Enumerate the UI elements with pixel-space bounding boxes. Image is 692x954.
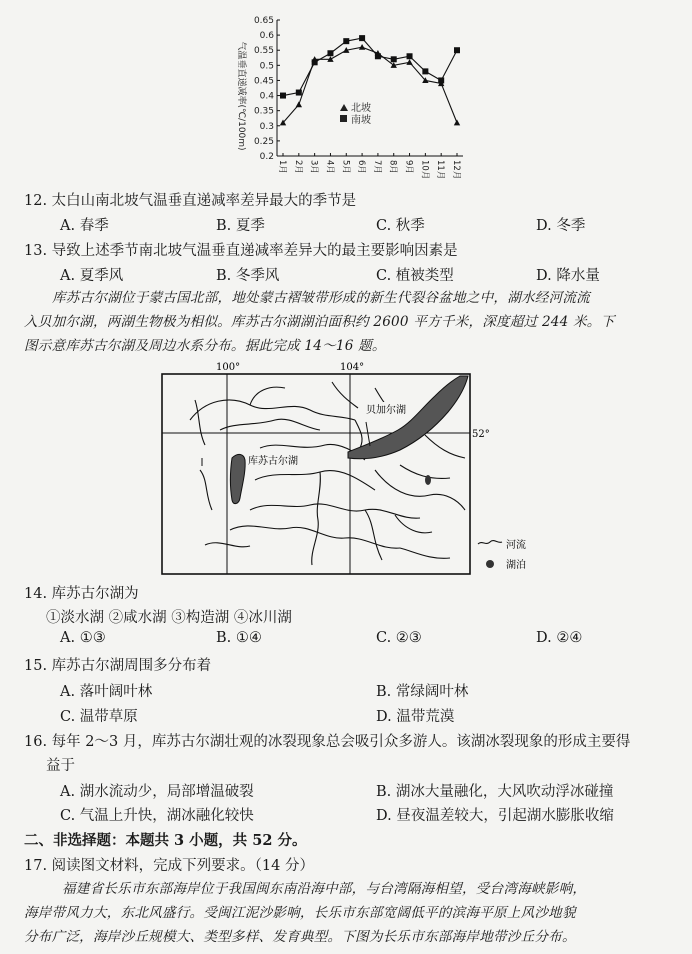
map-svg	[160, 360, 530, 580]
legend-lake-label: 湖泊	[506, 560, 526, 571]
q12-option-d[interactable]: D. 冬季	[536, 218, 586, 234]
q16-stem-line2: 益于	[46, 758, 75, 774]
north-slope-point	[359, 44, 365, 50]
khuvsgul-map	[160, 360, 530, 580]
q13-option-c[interactable]: C. 植被类型	[376, 268, 454, 284]
south-slope-point	[343, 38, 349, 44]
y-tick-label: 0.65	[253, 16, 274, 26]
q17-line3: 分布广泛，海岸沙丘规模大、类型多样、发育典型。下图为长乐市东部海岸地带沙丘分布。	[24, 929, 576, 945]
q13-stem: 13. 导致上述季节南北坡气温垂直递减率差异大的最主要影响因素是	[24, 243, 458, 259]
y-tick-label: 0.2	[259, 152, 274, 162]
river	[250, 387, 285, 405]
x-tick-label: 2月	[292, 160, 303, 174]
q16-stem-line1: 16. 每年 2～3 月，库苏古尔湖壮观的冰裂现象总会吸引众多游人。该湖冰裂现象的形成主要得	[24, 734, 631, 750]
north-slope-point	[454, 120, 460, 126]
x-tick-label: 3月	[308, 160, 319, 174]
south-slope-point	[375, 53, 381, 59]
river	[400, 548, 450, 558]
south-slope-point	[327, 50, 333, 56]
y-tick-label: 0.5	[259, 61, 274, 72]
q13-option-d[interactable]: D. 降水量	[536, 268, 600, 284]
q16-option-b[interactable]: B. 湖冰大量融化，大风吹动浮冰碰撞	[376, 784, 614, 800]
river	[365, 510, 382, 560]
river	[200, 470, 212, 510]
x-tick-label: 4月	[324, 160, 335, 174]
river	[250, 504, 420, 518]
q14-option-c[interactable]: C. ②③	[376, 630, 422, 646]
x-tick-label: 9月	[403, 160, 414, 174]
q15-option-a[interactable]: A. 落叶阔叶林	[60, 684, 153, 700]
legend-lake-symbol	[486, 560, 494, 568]
north-slope-point	[296, 101, 302, 107]
y-tick-label: 0.55	[253, 46, 274, 57]
legend-north: 北坡	[351, 103, 371, 114]
passage1-line3: 图示意库苏古尔湖及周边水系分布。据此完成 14～16 题。	[24, 338, 386, 354]
legend-river-label: 河流	[506, 540, 526, 551]
lapse-rate-chart	[225, 8, 475, 180]
q17-line1: 福建省长乐市东部海岸位于我国闽东南沿海中部，与台湾隔海相望，受台湾海峡影响，	[62, 881, 587, 897]
south-slope-point	[312, 59, 318, 65]
south-slope-point	[280, 93, 286, 99]
q16-option-a[interactable]: A. 湖水流动少，局部增温破裂	[60, 784, 254, 800]
q12-option-c[interactable]: C. 秋季	[376, 218, 425, 234]
q13-option-b[interactable]: B. 冬季风	[216, 268, 280, 284]
legend-south: 南坡	[351, 115, 371, 126]
y-tick-label: 0.25	[253, 136, 274, 147]
south-slope-point	[359, 35, 365, 41]
y-tick-label: 0.45	[253, 76, 274, 87]
south-slope-point	[391, 56, 397, 62]
y-tick-label: 0.35	[253, 106, 274, 117]
south-slope-point	[422, 68, 428, 74]
chart-legend	[340, 101, 371, 126]
khuvsgul-label: 库苏古尔湖	[248, 456, 298, 467]
q15-option-d[interactable]: D. 温带荒漠	[376, 709, 455, 725]
x-tick-label: 6月	[356, 160, 367, 174]
north-slope-point	[406, 59, 412, 65]
x-tick-label: 10月	[419, 160, 430, 180]
x-tick-label: 7月	[371, 160, 382, 174]
river	[312, 472, 321, 565]
passage1-line1: 库苏古尔湖位于蒙古国北部，地处蒙古褶皱带形成的新生代裂谷盆地之中，湖水经河流流	[52, 290, 590, 306]
south-slope-point	[454, 47, 460, 53]
y-tick-label: 0.4	[259, 91, 274, 102]
x-tick-label: 12月	[451, 160, 461, 180]
q12-stem: 12. 太白山南北坡气温垂直递减率差异最大的季节是	[24, 193, 357, 209]
south-slope-line	[283, 38, 457, 95]
lat-52-label: 52°	[472, 429, 490, 440]
baikal-lake	[348, 376, 468, 459]
y-tick-label: 0.6	[259, 31, 274, 42]
q16-option-c[interactable]: C. 气温上升快，湖冰融化较快	[60, 808, 254, 824]
section-2-heading: 二、非选择题：本题共 3 小题，共 52 分。	[24, 832, 307, 849]
q17-stem: 17. 阅读图文材料，完成下列要求。（14 分）	[24, 858, 314, 874]
south-slope-point	[407, 53, 413, 59]
y-tick-label: 0.3	[259, 121, 274, 132]
q12-option-a[interactable]: A. 春季	[60, 218, 109, 234]
x-tick-label: 1月	[277, 160, 287, 174]
river	[332, 382, 358, 408]
q13-option-a[interactable]: A. 夏季风	[60, 268, 124, 284]
q15-option-b[interactable]: B. 常绿阔叶林	[376, 684, 469, 700]
lon-100-label: 100°	[216, 362, 241, 373]
q14-option-a[interactable]: A. ①③	[60, 630, 106, 646]
x-tick-label: 11月	[435, 160, 446, 180]
river	[220, 419, 320, 430]
chart-svg	[225, 8, 475, 180]
q15-option-c[interactable]: C. 温带草原	[60, 709, 138, 725]
chart-ylabel: 气温垂直递减率(℃/100m)	[236, 41, 246, 151]
q14-option-d[interactable]: D. ②④	[536, 630, 583, 646]
river	[190, 400, 355, 420]
khuvsgul-lake	[231, 454, 246, 503]
river	[425, 435, 465, 458]
legend-triangle-marker	[340, 104, 348, 111]
river	[400, 465, 450, 478]
q17-line2: 海岸带风力大，东北风盛行。受闽江泥沙影响，长乐市东部宽阔低平的滨海平原上风沙地貌	[24, 905, 576, 921]
south-slope-point	[438, 77, 444, 83]
legend-river-symbol	[478, 541, 502, 544]
q14-option-b[interactable]: B. ①④	[216, 630, 262, 646]
x-tick-label: 8月	[387, 160, 398, 174]
river	[255, 471, 375, 490]
river	[355, 420, 362, 448]
baikal-label-leader	[366, 422, 370, 446]
q14-choices: ①淡水湖 ②咸水湖 ③构造湖 ④冰川湖	[46, 610, 292, 626]
q16-option-d[interactable]: D. 昼夜温差较大，引起湖水膨胀收缩	[376, 808, 614, 824]
x-tick-label: 5月	[340, 160, 351, 174]
q14-stem: 14. 库苏古尔湖为	[24, 586, 139, 602]
south-slope-point	[296, 90, 302, 96]
q12-option-b[interactable]: B. 夏季	[216, 218, 265, 234]
lon-104-label: 104°	[340, 362, 365, 373]
passage1-line2: 入贝加尔湖，两湖生物极为相似。库苏古尔湖湖泊面积约 2600 平方千米，深度超过 244 米。下	[24, 314, 615, 330]
q15-stem: 15. 库苏古尔湖周围多分布着	[24, 658, 212, 674]
river	[375, 470, 465, 510]
baikal-label: 贝加尔湖	[366, 405, 406, 416]
small-lake	[425, 475, 431, 485]
legend-square-marker	[340, 115, 347, 122]
